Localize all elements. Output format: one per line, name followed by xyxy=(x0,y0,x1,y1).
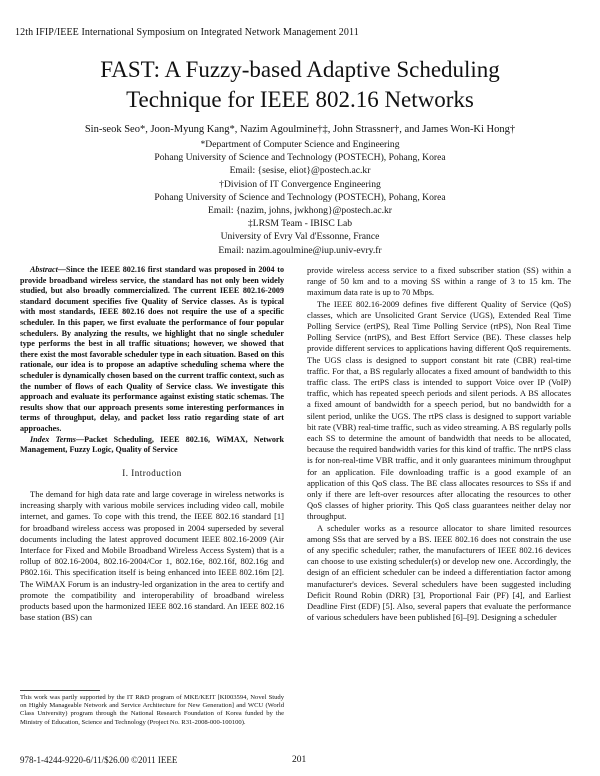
affiliation-line: Pohang University of Science and Technology (POSTECH), Pohang, Korea xyxy=(154,152,446,164)
affiliation-email: Email: {sesise, eliot}@postech.ac.kr xyxy=(229,165,371,177)
affiliation-email: Email: {nazim, johns, jwkhong}@postech.ac.kr xyxy=(207,205,393,217)
page-number: 201 xyxy=(292,755,307,765)
abstract xyxy=(20,265,284,435)
isbn-copyright: 978-1-4244-9220-6/11/$26.00 ©2011 IEEE xyxy=(20,755,178,765)
body-paragraph: A scheduler works as a resource allocator to share limited resources among SSs that are served by a BS. IEEE 802.16 does not constrain the use of any specific scheduler; rather, the manufacturers of IEEE 802.16 devices can choose to use existing scheduler(s) or develop new one. Accordingly, the design of an efficient scheduler can be indeed a differentiation factor among manufacturer's devices. Several schedulers have been suggested including Deficit Round Robin (DRR) [3], Proportional Fair (PF) [4], and Earliest Deadline First (EDF) [5]. Also, several papers that evaluate the performance of various schedulers have been published [6]–[9]. Designing a scheduler xyxy=(307,522,571,623)
footnote-rule xyxy=(20,690,100,691)
abstract-label: Abstract— xyxy=(30,265,66,274)
abstract-text: Since the IEEE 802.16 first standard was proposed in 2004 to provide broadband wireless service, the standard has not only been widely studied, but also broadly commercialized. The current IEEE 802.16-2009 standard document specifies five Quality of Service classes. As is typical with most standards, IEEE 802.16 does not require the use of a specific scheduler. In this paper, we first evaluate the performance of four popular schedulers. By analyzing the results, we highlight that no single scheduler type performs the best in all traffic situations; however, we showed that there exist the most favorable scheduler type in each situation. Based on this rationale, our idea is to propose an adaptive scheduling schema where the scheduler is dynamically chosen based on the current traffic context, such as the number of flows of each Quality of Service class. We investigate this approach and evaluate its performance against existing static schemas. The results show that our approach presents some interesting performances in terms of throughput, delay, and packet loss ratio regarding state of art approaches. xyxy=(20,265,284,433)
author-list: Sin-seok Seo*, Joon-Myung Kang*, Nazim Agoulmine†‡, John Strassner†, and James Won-Ki Hong† xyxy=(84,124,516,135)
right-column xyxy=(307,265,571,624)
affiliation-email: Email: nazim.agoulmine@iup.univ-evry.fr xyxy=(218,244,382,256)
body-paragraph: provide wireless access service to a fixed subscriber station (SS) within a range of 50 km and to a moving SS within a range of 3 to 15 km. The maximum data rate is up to 70 Mbps. xyxy=(307,265,571,298)
affiliation-line: *Department of Computer Science and Engineering xyxy=(200,139,400,150)
title-line-2: Technique for IEEE 802.16 Networks xyxy=(126,87,474,112)
intro-paragraph: The demand for high data rate and large coverage in wireless networks is increasing sharply with various mobile services including video call, mobile internet, and games. To cope with this trend, the IEEE 802.16 standard [1] for broadband wireless access was proposed in 2004 superseded by several documents including the latest approved document IEEE 802.16-2009 (Air Interface for Fixed and Mobile Broadband Wireless Access System) that is a rollup of 802.16-2004, 802.16-2004/Cor 1, 802.16e, 802.16f, 802.16g and P802.16i. This specification itself is being enhanced into IEEE 802.16m [2]. The WiMAX Forum is an industry-led organization in the area to certify and promote the compatibility and interoperability of broadband wireless products based upon the harmonized IEEE 802.16 standard. An IEEE 802.16 base station (BS) can xyxy=(20,488,284,623)
affiliation-line: Pohang University of Science and Technology (POSTECH), Pohang, Korea xyxy=(154,191,446,203)
title-line-1: FAST: A Fuzzy-based Adaptive Scheduling xyxy=(100,57,500,82)
index-terms-text: —Packet Scheduling, IEEE 802.16, WiMAX, Network Management, Fuzzy Logic, Quality of Service xyxy=(20,434,285,455)
index-terms xyxy=(20,435,284,456)
affiliation-line: ‡LRSM Team - IBISC Lab xyxy=(247,218,353,230)
conference-header: 12th IFIP/IEEE International Symposium on Integrated Network Management 2011 xyxy=(15,27,359,38)
left-column xyxy=(20,265,284,623)
affiliations xyxy=(40,138,560,257)
body-paragraph: The IEEE 802.16-2009 defines five different Quality of Service (QoS) classes, which are Unsolicited Grant Service (UGS), Extended Real Time Polling Service (ertPS), Real Time Polling Service (rtPS), Non Real Time Polling Service (nrtPS), and Best Effort Service (BE). These classes help provide different services to applications having different QoS requirements. The UGS class is designed to support constant bit rate (CBR) real-time traffic. For that, a BS regularly allocates a fixed amount of bandwidth to this traffic class. The ertPS class is intended to support Voice over IP (VoIP) traffic, which has repeated speech periods and silent periods. A BS allocates a fixed amount of bandwidth for a speech period, but no bandwidth for a silent period, unlike the UGS. The rtPS class is designed to support variable bit rate (VBR) real-time traffic, such as video streaming. A BS regularly polls each SS to determine the amount of bandwidth that needs to be allocated, because the required bandwidth varies for this kind of traffic. The nrtPS class is for non-real-time VBR traffic, and it only guarantees minimum throughput for an application. File downloading traffic is a good example of an application of this QoS class. The BE class allocates resources to SSs if and only if there are left-over resources after allocating the resources to other QoS classes of higher priority. This QoS class guarantees neither delay nor throughput. xyxy=(307,298,571,522)
affiliation-line: †Division of IT Convergence Engineering xyxy=(219,178,381,190)
funding-footnote: This work was partly supported by the IT R&D program of MKE/KEIT [KI003594, Novel Study on Highly Manageable Network and Service Architecture for New Generation] and WCU (World Class University) program through the National Research Foundation of Korea funded by the Ministry of Education, Science and Technology (Project No. R31-2008-000-100100). xyxy=(20,694,284,726)
paper-title xyxy=(60,55,540,115)
index-terms-label: Index Terms xyxy=(30,434,76,444)
affiliation-line: University of Evry Val d'Essonne, France xyxy=(220,231,380,243)
section-heading-introduction: I. Introduction xyxy=(122,467,182,478)
